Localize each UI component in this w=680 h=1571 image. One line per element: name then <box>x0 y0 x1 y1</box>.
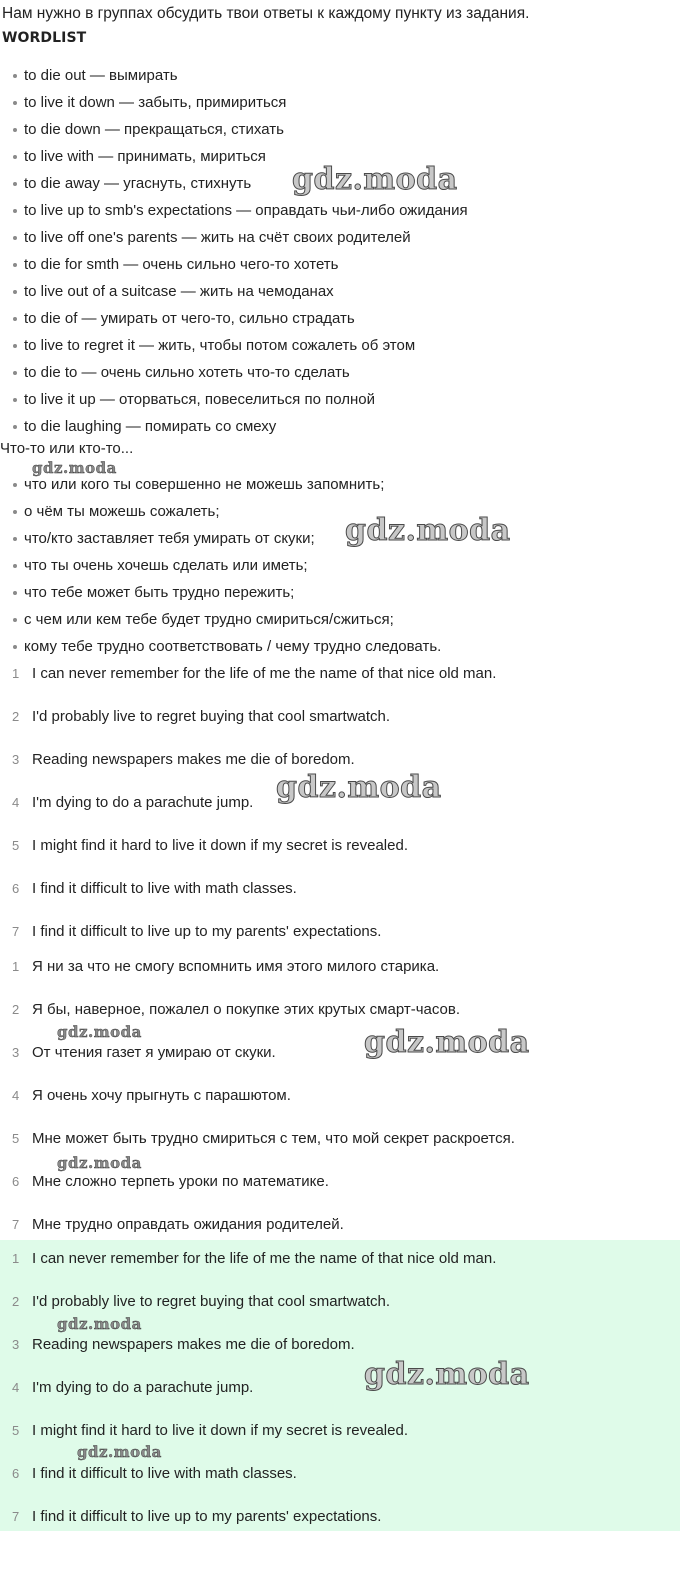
watermark: gdz.moda <box>364 1025 530 1060</box>
answer-sentence <box>0 1502 680 1545</box>
wordlist-item: to live with — принимать, мириться <box>0 143 468 170</box>
english-sentence <box>0 659 680 702</box>
item-number: 7 <box>12 1509 20 1524</box>
item-text: Я ни за что не смогу вспомнить имя этого милого старика. <box>32 958 440 975</box>
wordlist-heading: WORDLIST <box>2 30 87 46</box>
item-number: 2 <box>12 1294 20 1309</box>
item-text: I'm dying to do a parachute jump. <box>32 794 254 811</box>
english-sentence <box>0 874 680 917</box>
item-text: I'd probably live to regret buying that cool smartwatch. <box>32 1293 391 1310</box>
item-number: 6 <box>12 1174 20 1189</box>
wordlist-item: to die for smth — очень сильно чего-то хотеть <box>0 251 468 278</box>
item-text: I find it difficult to live with math classes. <box>32 1465 297 1482</box>
watermark: gdz.moda <box>57 1315 142 1333</box>
item-number: 7 <box>12 1217 20 1232</box>
english-sentence <box>0 831 680 874</box>
russian-sentence <box>0 1167 680 1210</box>
prompt-item: что тебе может быть трудно пережить; <box>0 579 441 606</box>
watermark: gdz.moda <box>57 1023 142 1041</box>
answer-sentence-list <box>0 1244 680 1545</box>
wordlist-item: to live out of a suitcase — жить на чемоданах <box>0 278 468 305</box>
item-text: I'd probably live to regret buying that cool smartwatch. <box>32 708 391 725</box>
prompt-item: кому тебе трудно соответствовать / чему трудно следовать. <box>0 633 441 660</box>
russian-sentence <box>0 1081 680 1124</box>
prompt-item: что ты очень хочешь сделать или иметь; <box>0 552 441 579</box>
answer-sentence <box>0 1373 680 1416</box>
prompt-list <box>0 471 441 660</box>
item-number: 6 <box>12 881 20 896</box>
prompt-item: с чем или кем тебе будет трудно смириться/сжиться; <box>0 606 441 633</box>
answer-sentence <box>0 1330 680 1373</box>
item-number: 3 <box>12 1045 20 1060</box>
item-text: Reading newspapers makes me die of boredom. <box>32 1336 355 1353</box>
item-number: 1 <box>12 1251 20 1266</box>
watermark: gdz.moda <box>345 513 511 548</box>
item-number: 6 <box>12 1466 20 1481</box>
watermark: gdz.moda <box>32 459 117 477</box>
item-text: I'm dying to do a parachute jump. <box>32 1379 254 1396</box>
russian-sentence <box>0 952 680 995</box>
prompt-item: что или кого ты совершенно не можешь запомнить; <box>0 471 441 498</box>
item-text: Я бы, наверное, пожалел о покупке этих крутых смарт-часов. <box>32 1001 461 1018</box>
wordlist-item: to live off one's parents — жить на счёт своих родителей <box>0 224 468 251</box>
item-number: 5 <box>12 1423 20 1438</box>
prompt-lead: Что-то или кто-то... <box>0 440 134 457</box>
item-number: 5 <box>12 838 20 853</box>
item-text: I find it difficult to live up to my parents' expectations. <box>32 923 382 940</box>
item-text: Мне сложно терпеть уроки по математике. <box>32 1173 329 1190</box>
item-number: 2 <box>12 1002 20 1017</box>
item-text: Мне может быть трудно смириться с тем, что мой секрет раскроется. <box>32 1130 515 1147</box>
item-number: 2 <box>12 709 20 724</box>
item-number: 5 <box>12 1131 20 1146</box>
item-text: I can never remember for the life of me the name of that nice old man. <box>32 665 497 682</box>
item-number: 3 <box>12 752 20 767</box>
wordlist-item: to live it up — оторваться, повеселиться по полной <box>0 386 468 413</box>
item-text: От чтения газет я умираю от скуки. <box>32 1044 276 1061</box>
intro-text: Нам нужно в группах обсудить твои ответы к каждому пункту из задания. <box>2 5 530 22</box>
item-number: 7 <box>12 924 20 939</box>
item-number: 4 <box>12 795 20 810</box>
item-text: Я очень хочу прыгнуть с парашютом. <box>32 1087 291 1104</box>
wordlist <box>0 62 468 440</box>
item-text: I can never remember for the life of me the name of that nice old man. <box>32 1250 497 1267</box>
item-number: 4 <box>12 1088 20 1103</box>
item-text: I find it difficult to live up to my parents' expectations. <box>32 1508 382 1525</box>
item-text: I might find it hard to live it down if my secret is revealed. <box>32 837 408 854</box>
watermark: gdz.moda <box>77 1443 162 1461</box>
watermark: gdz.moda <box>292 162 458 197</box>
english-sentence-list <box>0 659 680 960</box>
wordlist-item: to live it down — забыть, примириться <box>0 89 468 116</box>
russian-sentence <box>0 1038 680 1081</box>
item-number: 3 <box>12 1337 20 1352</box>
item-text: Мне трудно оправдать ожидания родителей. <box>32 1216 344 1233</box>
wordlist-item: to die laughing — помирать со смеху <box>0 413 468 440</box>
item-text: I might find it hard to live it down if my secret is revealed. <box>32 1422 408 1439</box>
wordlist-item: to live to regret it — жить, чтобы потом сожалеть об этом <box>0 332 468 359</box>
watermark: gdz.moda <box>364 1357 530 1392</box>
item-text: I find it difficult to live with math classes. <box>32 880 297 897</box>
prompt-item: что/кто заставляет тебя умирать от скуки; <box>0 525 441 552</box>
item-number: 4 <box>12 1380 20 1395</box>
item-number: 1 <box>12 666 20 681</box>
wordlist-item: to die down — прекращаться, стихать <box>0 116 468 143</box>
watermark: gdz.moda <box>276 770 442 805</box>
item-number: 1 <box>12 959 20 974</box>
wordlist-item: to live up to smb's expectations — оправдать чьи-либо ожидания <box>0 197 468 224</box>
russian-sentence-list <box>0 952 680 1253</box>
wordlist-item: to die of — умирать от чего-то, сильно страдать <box>0 305 468 332</box>
wordlist-item: to die to — очень сильно хотеть что-то сделать <box>0 359 468 386</box>
answer-sentence <box>0 1244 680 1287</box>
prompt-item: о чём ты можешь сожалеть; <box>0 498 441 525</box>
wordlist-item: to die away — угаснуть, стихнуть <box>0 170 468 197</box>
item-text: Reading newspapers makes me die of boredom. <box>32 751 355 768</box>
english-sentence <box>0 702 680 745</box>
watermark: gdz.moda <box>57 1154 142 1172</box>
wordlist-item: to die out — вымирать <box>0 62 468 89</box>
answer-sentence <box>0 1459 680 1502</box>
